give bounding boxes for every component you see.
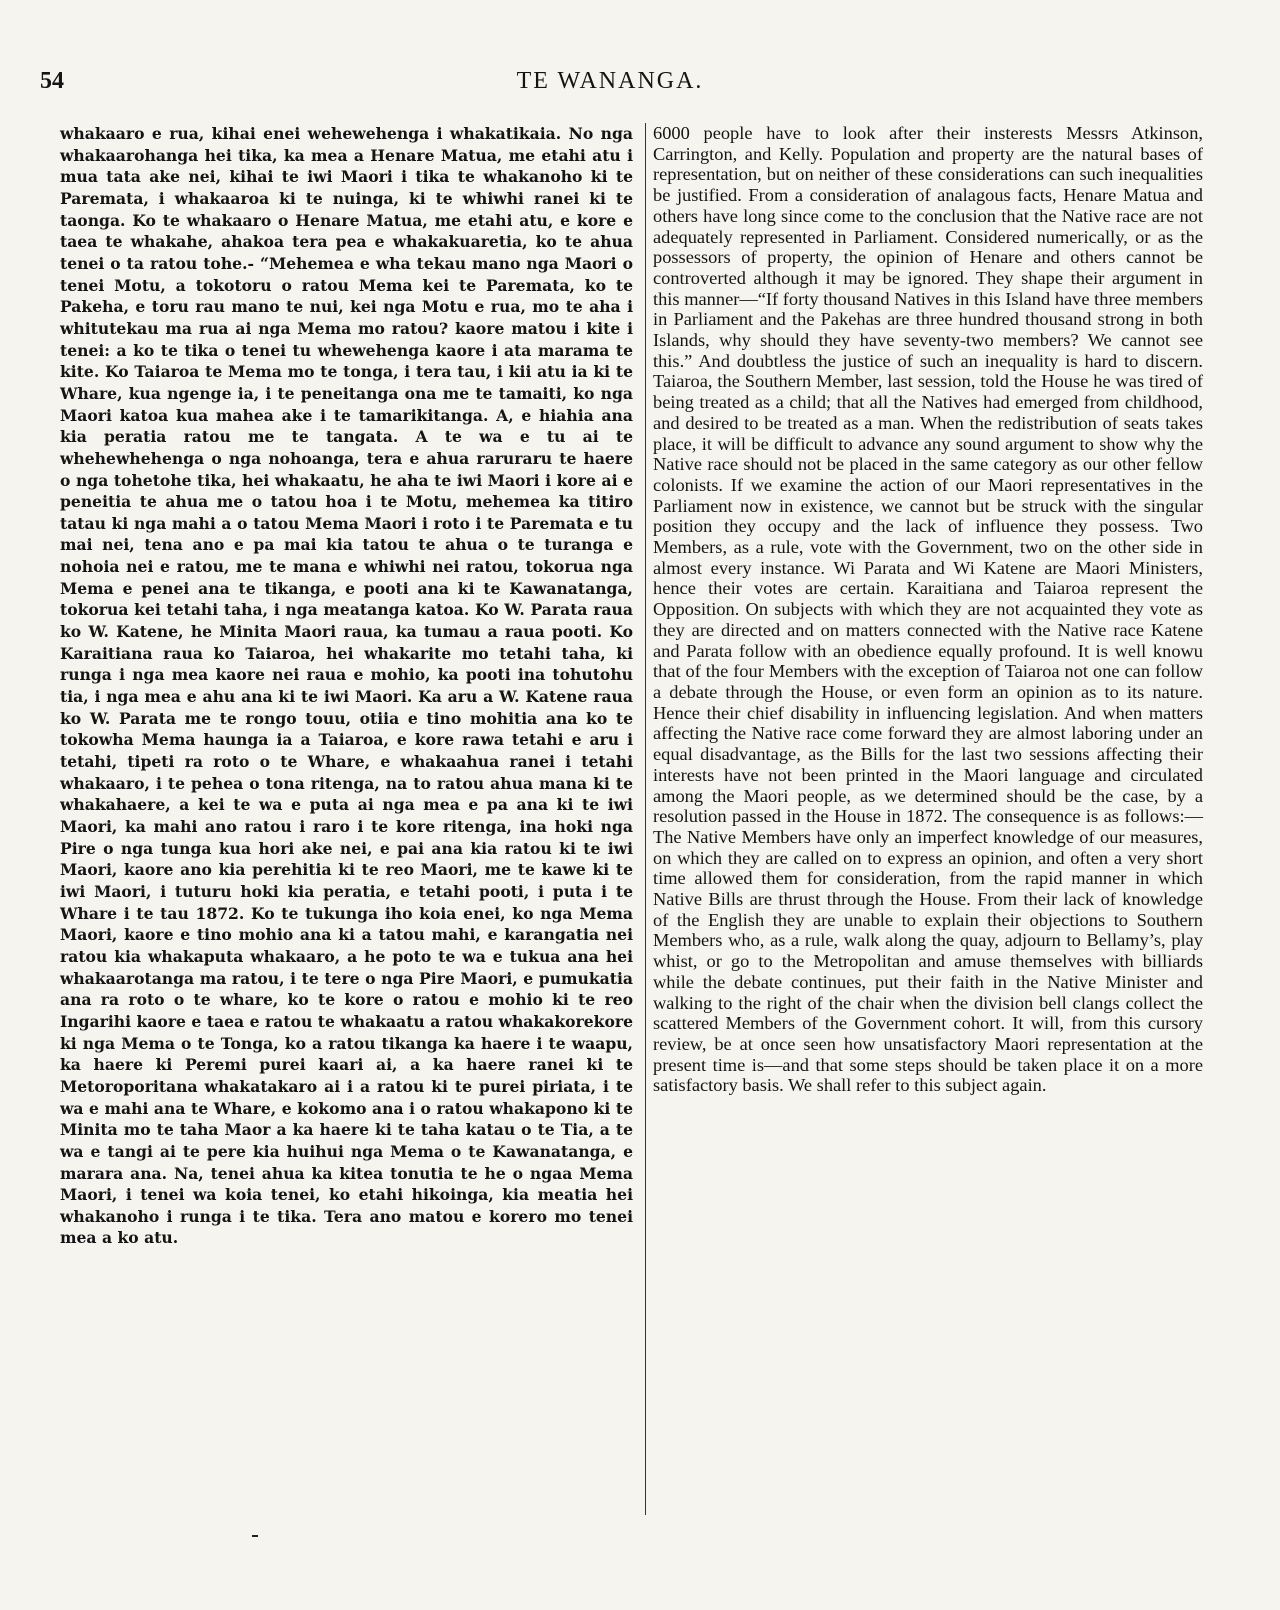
left-column-maori-text — [60, 123, 633, 1249]
ink-mark — [252, 1535, 258, 1537]
column-divider — [645, 123, 646, 1515]
page-number: 54 — [40, 68, 64, 94]
right-column-paragraph: 6000 people have to look after their insterests Messrs Atkinson, Carrington, and Kelly. Population and property are the natural bases of representation, but on neither of these considerations can such inequalities be justified. From a consideration of analagous facts, Henare Matua and others have long since come to the conclusion that the Native race are not adequately represented in Parliament. Considered numerically, or as the possessors of property, the opinion of Henare and others cannot be controverted although it may be ignored. They shape their argument in this manner—“If forty thousand Natives in this Island have three members in Parliament and the Pakehas are three hundred thousand strong in both Islands, why should they have seventy-two members? We cannot see this.” And doubtless the justice of such an inequality is hard to discern. Taiaroa, the Southern Member, last session, told the House he was tired of being treated as a child; that all the Natives had emerged from childhood, and desired to be treated as a man. When the redistribution of seats takes place, it will be difficult to advance any sound argument to show why the Native race should not be placed in the same category as our other fellow colonists. If we examine the action of our Maori representatives in the Parliament now in existence, we cannot but be struck with the singular position they occupy and the lack of influence they possess. Two Members, as a rule, vote with the Government, two on the other side in almost every instance. Wi Parata and Wi Katene are Maori Ministers, hence their votes are certain. Karaitiana and Taiaroa represent the Opposition. On subjects with which they are not acquainted they vote as they are directed and on matters connected with the Native race Katene and Parata follow with an obedience equally profound. It is well knowu that of the four Members with the exception of Taiaroa not one can follow a debate through the House, or even form an opinion as to its nature. Hence their chief disability in influencing legislation. And when matters affecting the Native race come forward they are almost laboring under an equal disadvantage, as the Bills for the last two sessions affecting their interests have not been printed in the Maori language and circulated among the Maori people, as we determined should be the case, by a resolution passed in the House in 1872. The consequence is as follows:—The Native Members have only an imperfect knowledge of our measures, on which they are called on to express an opinion, and often a very short time allowed them for consideration, from the rapid manner in which Native Bills are thrust through the House. From their lack of knowledge of the English they are unable to explain their objections to Southern Members who, as a rule, walk along the quay, adjourn to Bellamy’s, play whist, or go to the Metropolitan and amuse themselves with billiards while the debate continues, put their faith in the Native Minister and walking to the right of the chair when the division bell clangs collect the scattered Members of the Government cohort. It will, from this cursory review, be at once seen how unsatisfactory Maori representation at the present time is—and that some steps should be taken place it on a more satisfactory basis. We shall refer to this subject again. — [653, 123, 1203, 1096]
left-column-paragraph: whakaaro e rua, kihai enei wehewehenga i whakatikaia. No nga whakaarohanga hei tika, ka mea a Henare Matua, me etahi atu i mua tata ake nei, kihai te iwi Maori i tika te whakanoho ki te Paremata, i whakaaroa ki te nuinga, ki te whiwhi ranei ki te taonga. Ko te whakaaro o Henare Matua, me etahi atu, e kore e taea te whakahe, ahakoa tera pea e whakakuaretia, ko te ahua tenei o ta ratou tohe.- “Mehemea e wha tekau mano nga Maori o tenei Motu, a tokotoru o ratou Mema kei te Paremata, ko te Pakeha, e toru rau mano te nui, kei nga Motu e rua, mo te aha i whitutekau ma rua ai nga Mema mo ratou? kaore matou i kite i tenei: a ko te tika o tenei tu whewehenga kaore i ata marama te kite. Ko Taiaroa te Mema mo te tonga, i tera tau, i kii atu ia ki te Whare, kua ngenge ia, i te peneitanga ona me te tamaiti, ko nga Maori katoa kua mahea ake i te tamarikitanga. A, e hiahia ana kia peratia ratou me te tangata. A te wa e tu ai te whehewhehenga o nga nohoanga, tera e ahua raruraru te haere o nga tohetohe tika, hei whakaatu, he aha te iwi Maori i kore ai e peneitia te ahua me o tatou hoa i te Motu, mehemea ka titiro tatau ki nga mahi a o tatou Mema Maori i roto i te Paremata e tu mai nei, tena ano e pa mai kia tatou te ahua o te turanga e nohoia nei e ratou, me te mana e whiwhi nei ratou, tokorua nga Mema e penei ana te tikanga, e pooti ana ki te Kawanatanga, tokorua kei tetahi taha, i nga meatanga katoa. Ko W. Parata raua ko W. Katene, he Minita Maori raua, ka tumau a raua pooti. Ko Karaitiana raua ko Taiaroa, hei whakarite mo tetahi taha, ki runga i nga mea kaore nei raua e mohio, ka pooti ina tohutohu tia, i nga mea e ahu ana ki te iwi Maori. Ka aru a W. Katene raua ko W. Parata me te rongo touu, otiia e tino mohitia ana ko te tokowha Mema haunga ia a Taiaroa, e kore rawa tetahi e aru i tetahi, tipeti ra roto o te Whare, e whakaahua ranei i tetahi whakaaro, i te pehea o tona ritenga, na to ratou ahua mana ki te whakahaere, a kei te wa e puta ai nga mea e pa ana ki te iwi Maori, ka mahi ano ratou i raro i te kore ritenga, ina hoki nga Pire o nga tunga kua hori ake nei, e pai ana kia ratou ki te iwi Maori, kaore ano kia perehitia ki te reo Maori, me te kawe ki te iwi Maori, i tuturu hoki kia peratia, e tetahi pooti, i puta i te Whare i te tau 1872. Ko te tukunga iho koia enei, ko nga Mema Maori, kaore e tino mohio ana ki a tatou mahi, e karangatia nei ratou kia whakaputa whakaaro, a he poto te wa e tukua ana hei whakaarotanga ma ratou, i te tere o nga Pire Maori, e pumukatia ana ra roto o te whare, ko te kore o ratou e mohio ki te reo Ingarihi kaore e taea e ratou te whakaatu a ratou whakakorekore ki nga Mema o te Tonga, ko a ratou tikanga ka haere i te waapu, ka haere ki Peremi purei kaari ai, a ka haere ranei ki te Metoroporitana whakatakaro ai i a ratou ki te purei piriata, i te wa e mahi ana te Whare, e kokomo ana i o ratou whakapono ki te Minita mo te taha Maor a ka haere ki te taha katau o te Tia, a te wa e tangi ai te pere kia huihui nga Mema o te Kawanatanga, e marara ana. Na, tenei ahua ka kitea tonutia te he o ngaa Mema Maori, i tenei wa koia tenei, ko etahi hikoinga, kia meatia hei whakanoho i runga i te tika. Tera ano matou e korero mo tenei mea a ko atu. — [60, 124, 633, 1248]
right-column-english-text — [653, 123, 1203, 1096]
running-title: TE WANANGA. — [516, 68, 704, 94]
page-header — [40, 68, 1180, 108]
